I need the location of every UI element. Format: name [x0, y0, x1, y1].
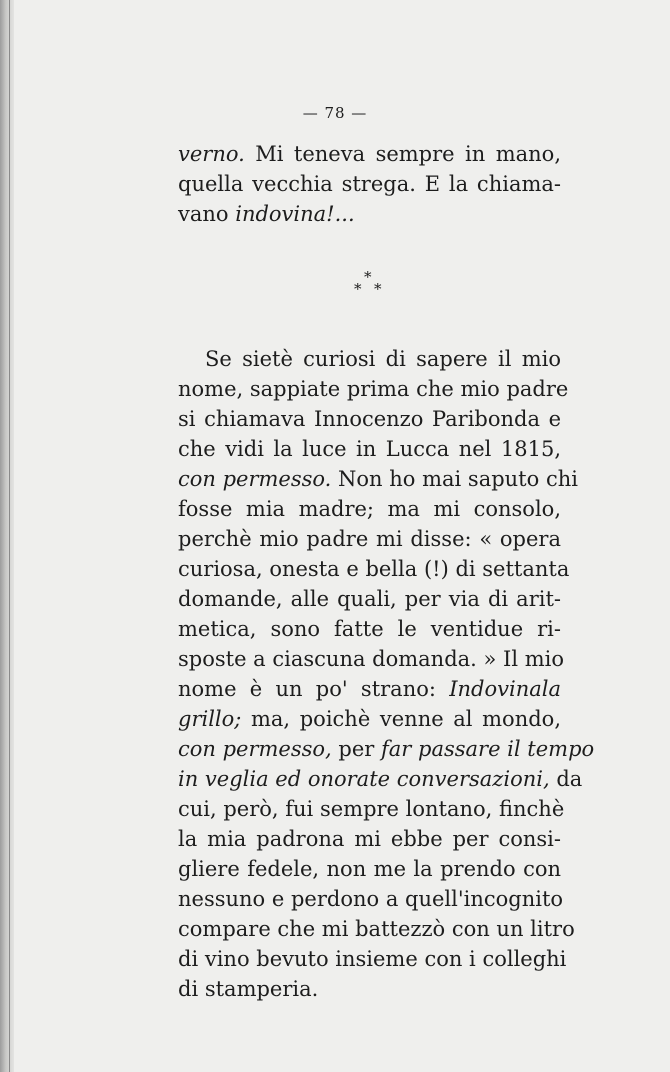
text-line: [178, 404, 561, 434]
text-span: indovina!...: [235, 202, 355, 226]
text-span: far passare il tempo: [381, 737, 595, 761]
text-line: [178, 614, 561, 644]
text-span: di stamperia.: [178, 977, 319, 1001]
text-line: [178, 854, 561, 884]
text-line: [178, 199, 561, 229]
text-line: [178, 524, 561, 554]
text-span: la mia padrona mi ebbe per consi-: [178, 827, 561, 851]
text-line: [178, 704, 561, 734]
text-span: per: [331, 737, 381, 761]
text-span: Non ho mai saputo chi: [331, 467, 578, 491]
binding-edge: [9, 0, 10, 1072]
text-span: con permesso,: [178, 737, 332, 761]
page-gutter: [0, 0, 14, 1072]
text-span: si chiamava Innocenzo Paribonda e: [178, 407, 561, 431]
text-line: [178, 344, 561, 374]
text-line: [178, 974, 561, 1004]
text-span: Indovinala: [449, 677, 561, 701]
text-line: [178, 674, 561, 704]
text-span: verno.: [178, 142, 245, 166]
text-span: nome, sappiate prima che mio padre: [178, 377, 569, 401]
text-span: perchè mio padre mi disse: « opera: [178, 527, 561, 551]
text-span: domande, alle quali, per via di arit-: [178, 587, 561, 611]
text-span: vano: [178, 202, 236, 226]
text-span: grillo;: [178, 707, 242, 731]
text-span: metica, sono fatte le ventidue ri-: [178, 617, 561, 641]
text-line: [178, 464, 578, 494]
text-span: Mi teneva sempre in mano,: [244, 142, 561, 166]
text-line: [178, 944, 567, 974]
text-span: ma, poichè venne al mondo,: [241, 707, 561, 731]
asterisk: *: [354, 280, 362, 298]
paragraph-1: [178, 139, 561, 229]
text-span: che vidi la luce in Lucca nel 1815,: [178, 437, 561, 461]
text-span: di vino bevuto insieme con i colleghi: [178, 947, 567, 971]
text-line: [178, 644, 564, 674]
page-number: — 78 —: [302, 104, 368, 122]
text-span: sposte a ciascuna domanda. » Il mio: [178, 647, 564, 671]
text-line: [178, 139, 561, 169]
text-span: fosse mia madre; ma mi consolo,: [178, 497, 561, 521]
asterisk: *: [374, 280, 382, 298]
text-span: quella vecchia strega. E la chiama-: [178, 172, 561, 196]
text-span: nessuno e perdono a quell'incognito: [178, 887, 564, 911]
text-line: [178, 374, 569, 404]
text-line: [178, 824, 561, 854]
text-line: [178, 764, 583, 794]
text-line: [178, 434, 561, 464]
section-asterism: [340, 268, 400, 308]
text-line: [178, 914, 575, 944]
text-line: [178, 794, 565, 824]
text-span: compare che mi battezzò con un litro: [178, 917, 575, 941]
text-span: cui, però, fui sempre lontano, finchè: [178, 797, 565, 821]
text-span: da: [549, 767, 583, 791]
text-span: con permesso.: [178, 467, 332, 491]
text-line: [178, 554, 570, 584]
text-line: [178, 884, 564, 914]
text-line: [178, 169, 561, 199]
text-line: [178, 734, 595, 764]
text-line: [178, 494, 561, 524]
text-span: in veglia ed onorate conversazioni,: [178, 767, 550, 791]
text-span: curiosa, onesta e bella (!) di settanta: [178, 557, 570, 581]
text-span: gliere fedele, non me la prendo con: [178, 857, 561, 881]
text-span: Se sietè curiosi di sapere il mio: [205, 347, 561, 371]
text-line: [178, 584, 561, 614]
paragraph-2: [178, 344, 595, 1004]
text-span: nome è un po' strano:: [178, 677, 450, 701]
asterisk: *: [364, 268, 372, 286]
